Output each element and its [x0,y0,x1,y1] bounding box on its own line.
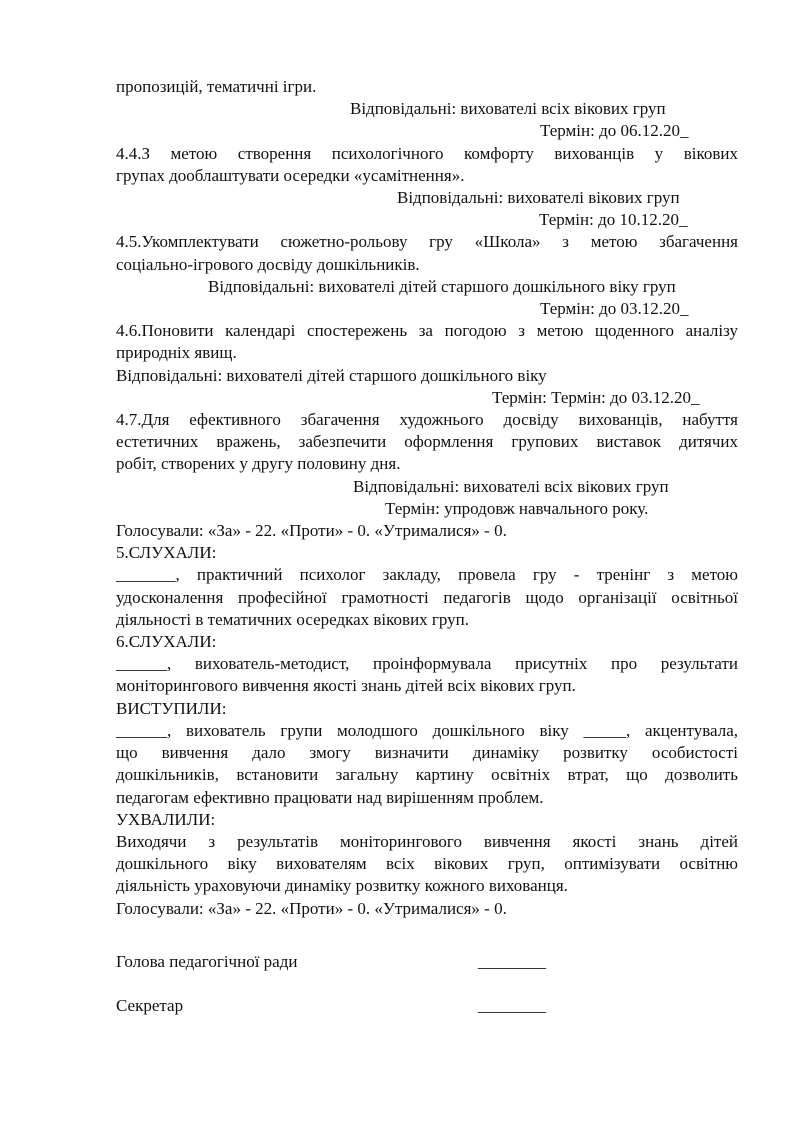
speakers-heading: ВИСТУПИЛИ: [116,698,227,718]
responsible-line: Відповідальні: вихователі всіх вікових груп [350,99,666,119]
deadline-line: Термін: упродовж навчального року. [385,498,649,518]
resolved-line1: Виходячи з результатів моніторингового вивчення якості знань дітей [116,831,738,851]
section-6-line2: моніторингового вивчення якості знань дітей всіх вікових груп. [116,676,576,696]
section-heading-5: 5.СЛУХАЛИ: [116,543,217,563]
speakers-line3: дошкільників, встановити загальну картину освітніх втрат, що дозволить [116,765,738,785]
item-4-5-line1: 4.5.Укомплектувати сюжетно-рольову гру «Школа» з метою збагачення [116,232,738,252]
deadline-line: Термін: Термін: до 03.12.20_ [492,387,700,407]
speakers-line2: що вивчення дало змогу визначити динаміку розвитку особистості [116,743,738,763]
item-4-7-line1: 4.7.Для ефективного збагачення художнього досвіду вихованців, набуття [116,410,738,430]
text-line: пропозицій, тематичні ігри. [116,77,317,96]
responsible-line: Відповідальні: вихователі дітей старшого дошкільного віку [116,365,547,385]
responsible-line: Відповідальні: вихователі вікових груп [397,188,680,208]
section-6-line1: ______, вихователь-методист, проінформувала присутніх про результати [116,654,738,674]
secretary-label: Секретар [116,996,184,1015]
item-4-7-line3: робіт, створених у другу половину дня. [116,454,401,474]
chair-label: Голова педагогічної ради [116,952,298,971]
chair-signature-row [116,952,546,972]
deadline-line: Термін: до 10.12.20_ [539,210,688,230]
secretary-signature-line: ________ [478,996,546,1015]
chair-signature-line: ________ [478,952,546,971]
section-heading-6: 6.СЛУХАЛИ: [116,632,217,652]
speakers-line4: педагогам ефективно працювати над вирішенням проблем. [116,787,544,807]
vote-line: Голосували: «За» - 22. «Проти» - 0. «Утрималися» - 0. [116,521,507,541]
responsible-line: Відповідальні: вихователі дітей старшого дошкільного віку груп [208,276,676,296]
section-5-line2: удосконалення професійної грамотності педагогів щодо організації освітньої [116,587,738,607]
resolved-line2: дошкільного віку вихователям всіх вікових груп, оптимізувати освітню [116,854,738,874]
section-5-line1: _______, практичний психолог закладу, провела гру - тренінг з метою [116,565,738,585]
item-4-4-line2: групах дооблаштувати осередки «усамітнення». [116,165,465,185]
responsible-line: Відповідальні: вихователі всіх вікових груп [353,476,669,496]
item-4-4-line1: 4.4.З метою створення психологічного комфорту вихованців у вікових [116,143,738,163]
section-5-line3: діяльності в тематичних осередках вікових груп. [116,609,470,629]
document-body [116,76,738,920]
item-4-6-line1: 4.6.Поновити календарі спостережень за погодою з метою щоденного аналізу [116,321,738,341]
speakers-line1: ______, вихователь групи молодшого дошкільного віку _____, акцентувала, [116,720,738,740]
item-4-7-line2: естетичних вражень, забезпечити оформлення групових виставок дитячих [116,432,738,452]
vote-line: Голосували: «За» - 22. «Проти» - 0. «Утрималися» - 0. [116,898,507,918]
deadline-line: Термін: до 06.12.20_ [540,121,689,141]
secretary-signature-row [116,996,546,1016]
item-4-6-line2: природніх явищ. [116,343,237,363]
deadline-line: Термін: до 03.12.20_ [540,299,689,319]
item-4-5-line2: соціально-ігрового досвіду дошкільників. [116,254,420,274]
resolved-line3: діяльність ураховуючи динаміку розвитку кожного вихованця. [116,876,568,896]
resolved-heading: УХВАЛИЛИ: [116,809,216,829]
